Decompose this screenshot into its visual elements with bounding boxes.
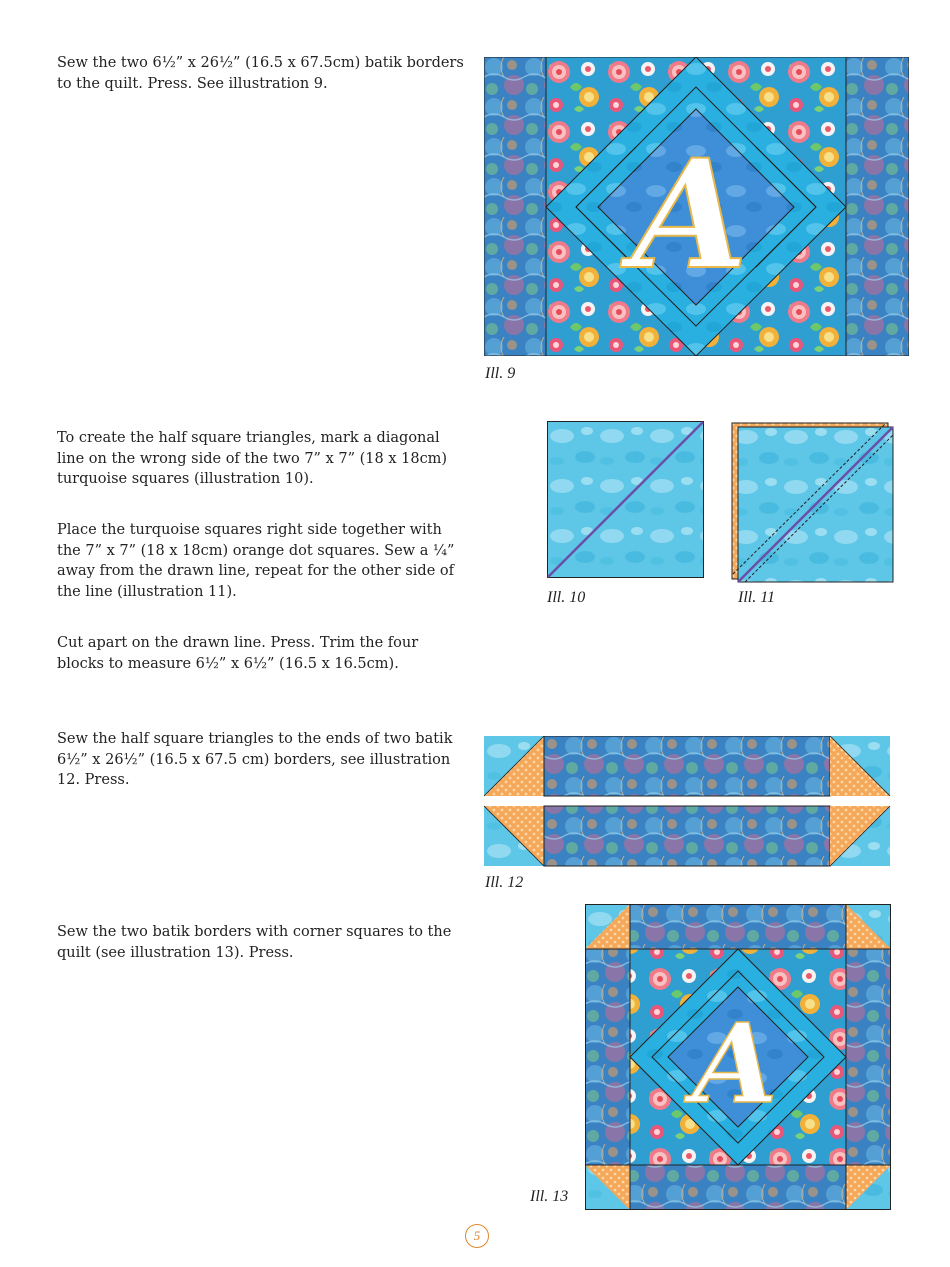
- border-strip-top: [484, 736, 890, 796]
- instruction-sew-corner-borders: Sew the two batik borders with corner squares to the quilt (see illustration 13). Press.: [57, 924, 452, 961]
- illustration-13: [585, 904, 891, 1210]
- instruction-sew-borders: Sew the two 6½” x 26½” (16.5 x 67.5cm) batik borders to the quilt. Press. See illustration 9.: [57, 55, 464, 92]
- monogram-letter: A: [692, 999, 778, 1128]
- monogram-letter: A: [631, 127, 749, 303]
- instruction-cut-apart: Cut apart on the drawn line. Press. Trim the four blocks to measure 6½” x 6½” (16.5 x 16.5cm).: [57, 635, 419, 672]
- illustration-10: [547, 421, 704, 578]
- illustration-11: [731, 422, 895, 584]
- border-strip-bottom: [484, 806, 890, 866]
- page-number: 5: [465, 1224, 489, 1248]
- caption-ill-9: Ill. 9: [485, 365, 516, 382]
- instruction-mark-diagonal: To create the half square triangles, mark a diagonal line on the wrong side of the two 7” x 7” (18 x 18cm) turquoise squares (illustration 10).: [57, 430, 448, 487]
- caption-ill-10: Ill. 10: [547, 589, 586, 606]
- caption-ill-13: Ill. 13: [530, 1188, 569, 1205]
- instruction-sew-triangles: Sew the half square triangles to the ends of two batik 6½” x 26½” (16.5 x 67.5 cm) borders, see illustration 12. Press.: [57, 731, 453, 788]
- illustration-12: [484, 736, 892, 868]
- instruction-place-squares: Place the turquoise squares right side together with the 7” x 7” (18 x 18cm) orange dot squares. Sew a ¼” away from the drawn line, repeat for the other side of the line (illustration 11).: [57, 522, 455, 600]
- caption-ill-12: Ill. 12: [485, 874, 524, 891]
- caption-ill-11: Ill. 11: [738, 589, 776, 606]
- illustration-9: [484, 57, 909, 356]
